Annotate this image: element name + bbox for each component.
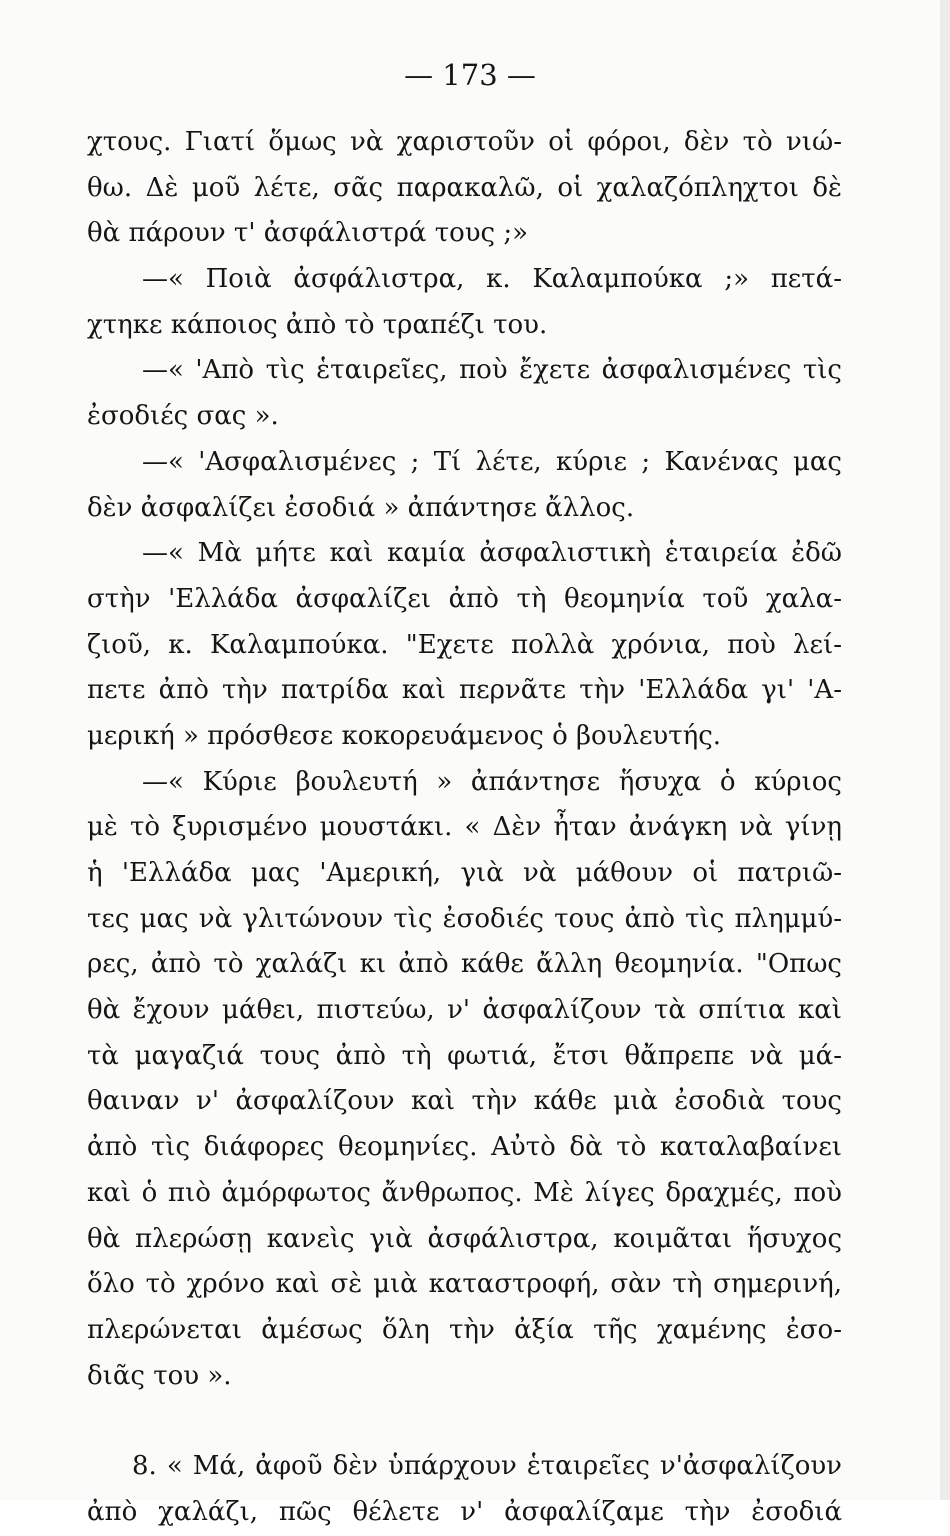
text-line: χτους. Γιατί ὅμως νὰ χαριστοῦν οἱ φόροι, δὲν τὸ νιώ- [87, 127, 842, 157]
text-line: πλερώνεται ἀμέσως ὅλη τὴν ἀξία τῆς χαμένης ἐσο- [87, 1314, 842, 1345]
text-line: ἡ 'Ελλάδα μας 'Αμερική, γιὰ νὰ μάθουν οἱ πατριῶ- [87, 858, 842, 888]
text-line: ἀπὸ χαλάζι, πῶς θέλετε ν' ἀσφαλίζαμε τὴν ἐσοδιά [87, 1496, 842, 1527]
text-line: θὰ πάρουν τ' ἀσφάλιστρά τους ;» [87, 218, 529, 249]
text-line: θω. Δὲ μοῦ λέτε, σᾶς παρακαλῶ, οἱ χαλαζόπληχτοι δὲ [87, 172, 842, 203]
text-line: —« Μὰ μήτε καὶ καμία ἀσφαλιστικὴ ἑταιρεία ἐδῶ [142, 538, 842, 569]
page-number: — 173 — [404, 58, 536, 92]
text-line: θὰ ἔχουν μάθει, πιστεύω, ν' ἀσφαλίζουν τὰ σπίτια καὶ [87, 995, 842, 1026]
text-line: 8. « Μά, ἀφοῦ δὲν ὑπάρχουν ἑταιρεῖες ν'ἀσφαλίζουν [132, 1451, 842, 1482]
text-line: ἀπὸ τὶς διάφορες θεομηνίες. Αὐτὸ δὰ τὸ καταλαβαίνει [87, 1132, 842, 1163]
text-line: μερική » πρόσθεσε κοκορευάμενος ὁ βουλευτής. [87, 720, 722, 751]
text-line: θὰ πλερώσῃ κανεὶς γιὰ ἀσφάλιστρα, κοιμᾶται ἥσυχος [87, 1223, 842, 1254]
text-line: ρες, ἀπὸ τὸ χαλάζι κι ἀπὸ κάθε ἄλλη θεομηνία. "Οπως [87, 949, 842, 980]
text-line: ἐσοδιές σας ». [87, 401, 279, 432]
text-line: διᾶς του ». [87, 1360, 232, 1391]
text-line: καὶ ὁ πιὸ ἀμόρφωτος ἄνθρωπος. Μὲ λίγες δραχμές, ποὺ [87, 1177, 842, 1208]
text-line: δὲν ἀσφαλίζει ἐσοδιά » ἀπάντησε ἄλλος. [87, 492, 635, 523]
text-line: ζιοῦ, κ. Καλαμπούκα. "Εχετε πολλὰ χρόνια, ποὺ λεί- [87, 629, 842, 660]
text-line: πετε ἀπὸ τὴν πατρίδα καὶ περνᾶτε τὴν 'Ελλάδα γι' 'Α- [87, 675, 842, 706]
text-line: μὲ τὸ ξυρισμένο μουστάκι. « Δὲν ἦταν ἀνάγκη νὰ γίνῃ [87, 812, 842, 843]
text-line: —« Κύριε βουλευτή » ἀπάντησε ἥσυχα ὁ κύριος [142, 766, 842, 797]
text-line: τὰ μαγαζιά τους ἀπὸ τὴ φωτιά, ἔτσι θἄπρεπε νὰ μά- [87, 1040, 842, 1071]
text-line: χτηκε κάποιος ἀπὸ τὸ τραπέζι του. [87, 309, 548, 340]
text-line: —« 'Ασφαλισμένες ; Τί λέτε, κύριε ; Κανένας μας [142, 446, 842, 477]
page-body-text [87, 120, 842, 1536]
text-line: —« 'Απὸ τὶς ἑταιρεῖες, ποὺ ἔχετε ἀσφαλισμένες τὶς [142, 355, 842, 386]
text-line: θαιναν ν' ἀσφαλίζουν καὶ τὴν κάθε μιὰ ἐσοδιὰ τους [87, 1086, 842, 1117]
text-line: ὅλο τὸ χρόνο καὶ σὲ μιὰ καταστροφή, σὰν τὴ σημερινή, [87, 1269, 842, 1300]
text-line: —« Ποιὰ ἀσφάλιστρα, κ. Καλαμπούκα ;» πετά- [142, 264, 842, 295]
text-line: στὴν 'Ελλάδα ἀσφαλίζει ἀπὸ τὴ θεομηνία τοῦ χαλα- [87, 583, 842, 614]
text-line: τες μας νὰ γλιτώνουν τὶς ἐσοδιές τους ἀπὸ τὶς πλημμύ- [87, 903, 842, 934]
